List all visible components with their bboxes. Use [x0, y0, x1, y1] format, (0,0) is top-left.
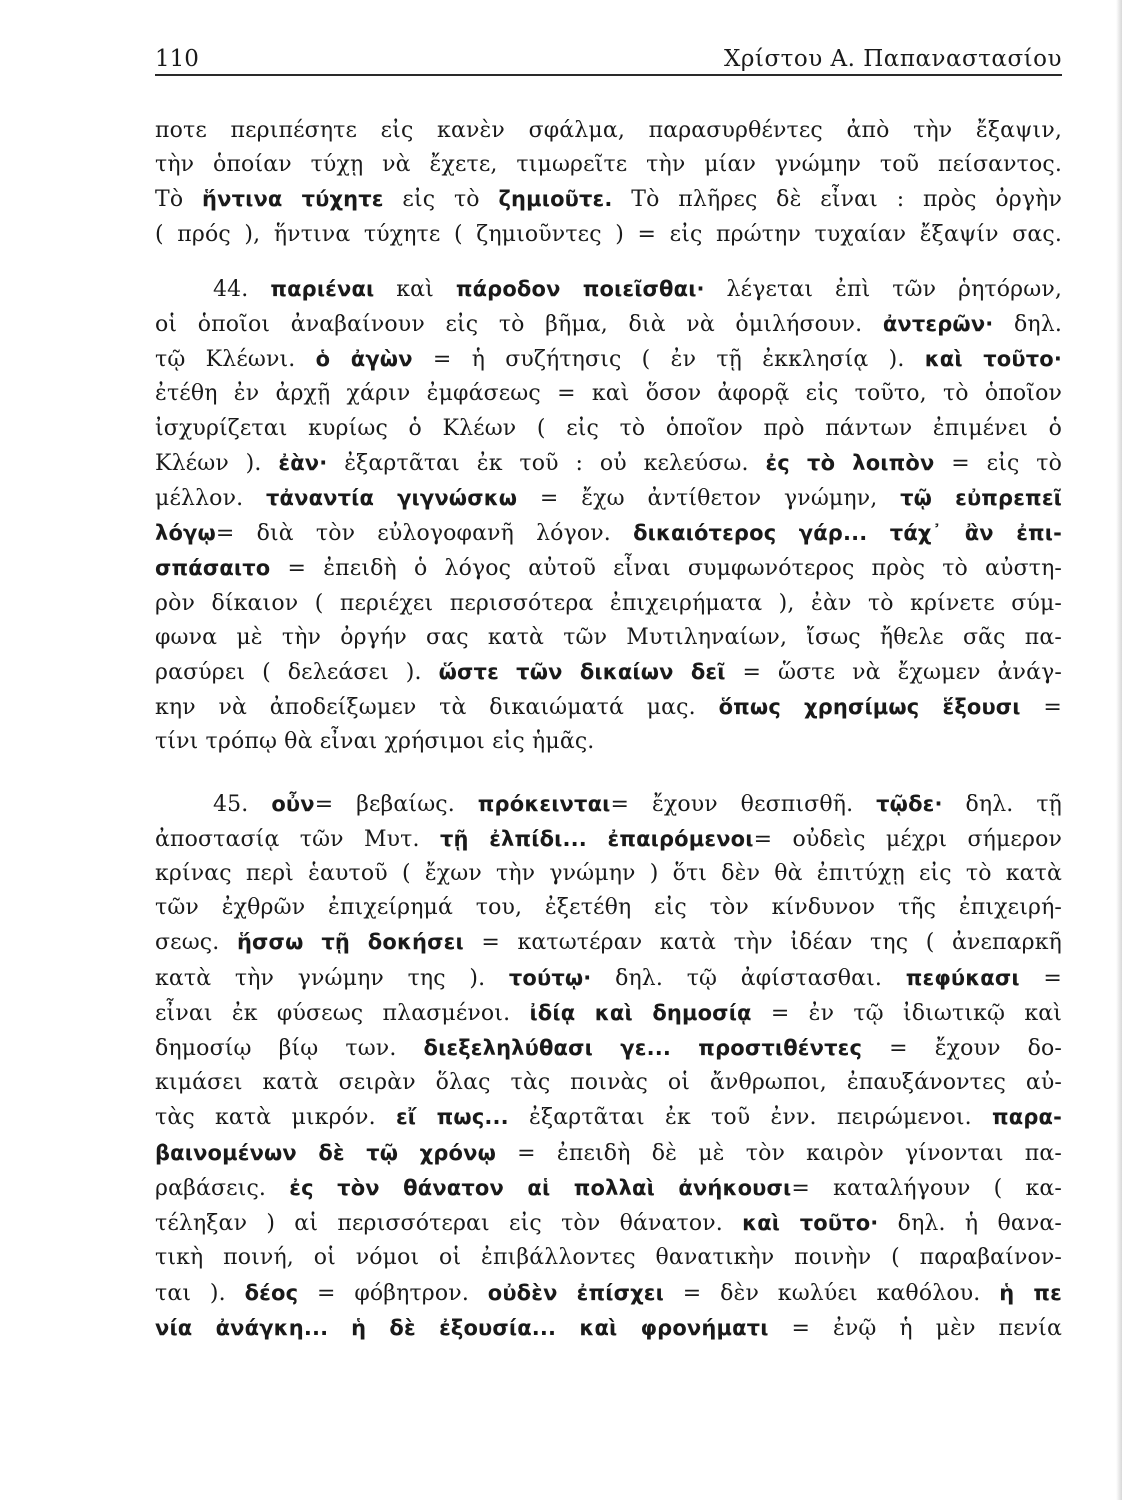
- text-line: εἶναι ἐκ φύσεως πλασμένοι. ἰδίᾳ καὶ δημοσίᾳ = ἐν τῷ ἰδιωτικῷ καὶ: [155, 1000, 1062, 1026]
- page-number: 110: [155, 46, 199, 72]
- text-line: κην νὰ ἀποδείξωμεν τὰ δικαιώματά μας. ὅπως χρησίμως ἕξουσι =: [155, 695, 1062, 721]
- text-line: ραβάσεις. ἐς τὸν θάνατον αἱ πολλαὶ ἀνήκουσι= καταλήγουν ( κα-: [155, 1175, 1062, 1201]
- text-line: μέλλον. τἀναντία γιγνώσκω = ἔχω ἀντίθετον γνώμην, τῷ εὐπρεπεῖ: [155, 486, 1062, 512]
- text-line: φωνα μὲ τὴν ὀργήν σας κατὰ τῶν Μυτιληναίων, ἴσως ἤθελε σᾶς πα-: [155, 624, 1062, 650]
- page-body: [155, 114, 1062, 1346]
- text-line: τῶν ἐχθρῶν ἐπιχείρημά του, ἐξετέθη εἰς τὸν κίνδυνον τῆς ἐπιχειρή-: [155, 895, 1062, 921]
- text-line: 45. οὖν= βεβαίως. πρόκεινται= ἔχουν θεσπισθῆ. τῷδε· δηλ. τῇ: [213, 791, 1062, 817]
- text-line: λόγῳ= διὰ τὸν εὐλογοφανῆ λόγον. δικαιότερος γάρ... τάχ᾽ ἂν ἐπι-: [155, 521, 1062, 547]
- text-line: τικὴ ποινή, οἱ νόμοι οἱ ἐπιβάλλοντες θανατικὴν ποινὴν ( παραβαίνον-: [155, 1245, 1062, 1271]
- text-line: σεως. ἥσσω τῇ δοκήσει = κατωτέραν κατὰ τὴν ἰδέαν της ( ἀνεπαρκῆ: [155, 930, 1062, 956]
- paragraph-45: [155, 787, 1062, 1346]
- paragraph-gap: [155, 252, 1062, 272]
- text-line: ρὸν δίκαιον ( περιέχει περισσότερα ἐπιχειρήματα ), ἐὰν τὸ κρίνετε σύμ-: [155, 590, 1062, 616]
- paragraph-number: 45.: [213, 791, 249, 817]
- text-line: ἀποστασίᾳ τῶν Μυτ. τῇ ἐλπίδι... ἐπαιρόμενοι= οὐδεὶς μέχρι σήμερον: [155, 826, 1062, 852]
- text-line: κατὰ τὴν γνώμην της ). τούτῳ· δηλ. τῷ ἀφίστασθαι. πεφύκασι =: [155, 965, 1062, 991]
- text-line: τὴν ὁποίαν τύχῃ νὰ ἔχετε, τιμωρεῖτε τὴν μίαν γνώμην τοῦ πείσαντος.: [155, 152, 1062, 178]
- text-line: οἱ ὁποῖοι ἀναβαίνουν εἰς τὸ βῆμα, διὰ νὰ ὁμιλήσουν. ἀντερῶν· δηλ.: [155, 312, 1062, 338]
- text-line: ται ). δέος = φόβητρον. οὐδὲν ἐπίσχει = δὲν κωλύει καθόλου. ἡ πε: [155, 1280, 1062, 1306]
- running-header: [155, 38, 1062, 76]
- text-line: ἐτέθη ἐν ἀρχῇ χάριν ἐμφάσεως = καὶ ὅσον ἀφορᾷ εἰς τοῦτο, τὸ ὁποῖον: [155, 381, 1062, 407]
- text-line: Κλέων ). ἐὰν· ἐξαρτᾶται ἐκ τοῦ : οὐ κελεύσω. ἐς τὸ λοιπὸν = εἰς τὸ: [155, 450, 1062, 476]
- paragraph-gap: [155, 760, 1062, 787]
- text-line: τέληξαν ) αἱ περισσότεραι εἰς τὸν θάνατον. καὶ τοῦτο· δηλ. ἡ θανα-: [155, 1211, 1062, 1237]
- text-line: τὰς κατὰ μικρόν. εἴ πως... ἐξαρτᾶται ἐκ τοῦ ἐνν. πειρώμενοι. παρα-: [155, 1105, 1062, 1131]
- text-line: ποτε περιπέσητε εἰς κανὲν σφάλμα, παρασυρθέντες ἀπὸ τὴν ἔξαψιν,: [155, 118, 1062, 143]
- text-line: βαινομένων δὲ τῷ χρόνῳ = ἐπειδὴ δὲ μὲ τὸν καιρὸν γίνονται πα-: [155, 1140, 1062, 1166]
- text-line: τίνι τρόπῳ θὰ εἶναι χρήσιμοι εἰς ἡμᾶς.: [155, 729, 595, 755]
- paragraph-44: [155, 272, 1062, 760]
- book-page: [155, 38, 1062, 1346]
- text-line: σπάσαιτο = ἐπειδὴ ὁ λόγος αὐτοῦ εἶναι συμφωνότερος πρὸς τὸ αὐστη-: [155, 556, 1062, 582]
- text-line: κρίνας περὶ ἑαυτοῦ ( ἔχων τὴν γνώμην ) ὅτι δὲν θὰ ἐπιτύχῃ εἰς τὸ κατὰ: [155, 861, 1062, 887]
- text-line: ρασύρει ( δελεάσει ). ὥστε τῶν δικαίων δεῖ = ὥστε νὰ ἔχωμεν ἀνάγ-: [155, 660, 1062, 686]
- page-edge-shadow: [1116, 0, 1122, 1500]
- text-line: ( πρός ), ἥντινα τύχητε ( ζημιοῦντες ) = εἰς πρώτην τυχαίαν ἔξαψίν σας.: [155, 221, 1062, 247]
- running-head-author: Χρίστου Α. Παπαναστασίου: [724, 46, 1062, 72]
- text-line: τῷ Κλέωνι. ὁ ἀγὼν = ἡ συζήτησις ( ἐν τῇ ἐκκλησίᾳ ). καὶ τοῦτο·: [155, 347, 1062, 373]
- text-line: 44. παριέναι καὶ πάροδον ποιεῖσθαι· λέγεται ἐπὶ τῶν ῥητόρων,: [213, 276, 1062, 302]
- text-line: ἰσχυρίζεται κυρίως ὁ Κλέων ( εἰς τὸ ὁποῖον πρὸ πάντων ἐπιμένει ὁ: [155, 415, 1062, 441]
- text-line: κιμάσει κατὰ σειρὰν ὅλας τὰς ποινὰς οἱ ἄνθρωποι, ἐπαυξάνοντες αὐ-: [155, 1070, 1062, 1096]
- paragraph-continuation: [155, 114, 1062, 252]
- text-line: Τὸ ἥντινα τύχητε εἰς τὸ ζημιοῦτε. Τὸ πλῆρες δὲ εἶναι : πρὸς ὀργὴν: [155, 187, 1062, 213]
- text-line: δημοσίῳ βίῳ των. διεξεληλύθασι γε... προστιθέντες = ἔχουν δο-: [155, 1036, 1062, 1062]
- text-line: νία ἀνάγκη... ἡ δὲ ἐξουσία... καὶ φρονήματι = ἐνῷ ἡ μὲν πενία: [155, 1315, 1062, 1341]
- paragraph-number: 44.: [213, 276, 249, 302]
